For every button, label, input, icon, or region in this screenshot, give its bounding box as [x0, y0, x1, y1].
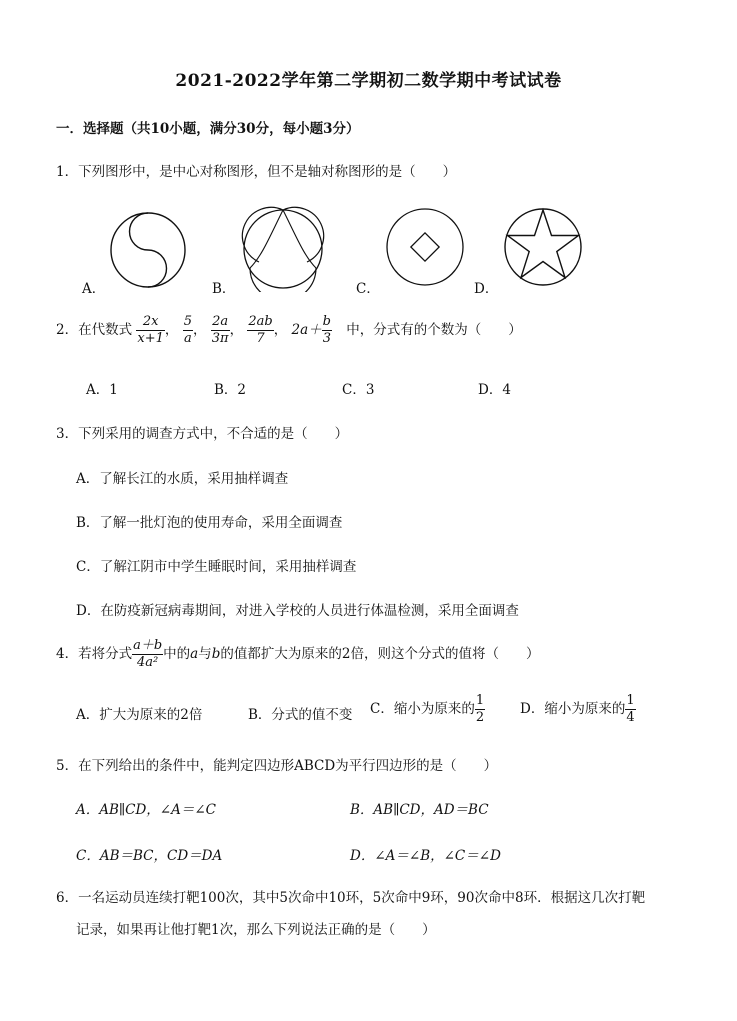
question-6-line-2: 记录，如果再让他打靶1次，那么下列说法正确的是（ ）: [76, 922, 436, 938]
question-5-option-d: D．∠A＝∠B，∠C＝∠D: [350, 848, 501, 864]
question-5-option-c: C．AB＝BC，CD＝DA: [76, 848, 223, 864]
question-2-option-d: D．4: [478, 382, 511, 398]
q4-option-c-fraction: $\frac{1}{2}$: [475, 693, 485, 725]
question-1-stem: 1．下列图形中，是中心对称图形，但不是轴对称图形的是（ ）: [56, 164, 457, 180]
question-6-line-1: 6．一名运动员连续打靶100次，其中5次命中10环，5次命中9环，90次命中8环．根据这几次打靶: [56, 890, 646, 906]
question-5-option-a: A．AB∥CD，∠A＝∠C: [76, 802, 217, 818]
question-2-option-b: B．2: [214, 382, 247, 398]
q2-expression-5: 2a＋: [291, 322, 322, 338]
q2-fraction-4: $\frac{2ab}{7}$: [248, 314, 273, 346]
q2-prefix: 2．在代数式: [56, 322, 133, 338]
question-3-option-a: A．了解长江的水质，采用抽样调查: [76, 471, 289, 487]
question-1-option-b: B．: [212, 281, 236, 297]
question-2-option-c: C．3: [342, 382, 375, 398]
figure-taiji-icon: [108, 210, 188, 290]
question-1-option-c: C．: [356, 281, 380, 297]
q2-suffix: 中，分式有的个数为（ ）: [346, 322, 522, 338]
question-4-option-d: D．缩小为原来的 $\frac{1}{4}$: [520, 693, 635, 725]
question-3-stem: 3．下列采用的调查方式中，不合适的是（ ）: [56, 426, 349, 442]
question-3-option-d: D．在防疫新冠病毒期间，对进入学校的人员进行体温检测，采用全面调查: [76, 603, 519, 619]
q2-fraction-5: $\frac{b}{3}$: [322, 314, 331, 346]
q4-option-d-fraction: $\frac{1}{4}$: [626, 693, 635, 725]
question-2-option-a: A．1: [86, 382, 118, 398]
question-3-option-c: C．了解江阴市中学生睡眠时间，采用抽样调查: [76, 559, 357, 575]
question-4-stem: 4．若将分式 $\frac{a+b}{\text{4a²}}$ 中的a与b的值都扩大为原来的2倍，则这个分式的值将（ ）: [56, 638, 540, 670]
question-4-option-b: B．分式的值不变: [248, 707, 353, 723]
question-3-option-b: B．了解一批灯泡的使用寿命，采用全面调查: [76, 515, 343, 531]
question-1-option-a: A．: [82, 281, 106, 297]
question-2-stem: 2．在代数式 $\frac{2x}{x+1}$ ， $\frac{5}{a}$ ， $\frac{2a}{3\pi}$ ， $\frac{2ab}{7}$ ， 2a＋ $\frac{b}{3}$ 中，分式有的个数为（ ）: [56, 314, 522, 346]
question-1-option-d: D．: [474, 281, 499, 297]
q4-fraction: $\frac{a+b}{\text{4a²}}$: [133, 638, 163, 670]
question-5-option-b: B．AB∥CD，AD＝BC: [350, 802, 489, 818]
figure-three-circles-icon: [240, 206, 326, 292]
figure-star-icon: [502, 206, 584, 288]
page-title: 2021-2022学年第二学期初二数学期中考试试卷: [175, 71, 562, 91]
q2-fraction-2: $\frac{5}{a}$: [183, 314, 192, 346]
question-4-option-c: C．缩小为原来的 $\frac{1}{2}$: [370, 693, 485, 725]
q2-fraction-1: $\frac{2x}{x+1}$: [137, 314, 164, 346]
q2-fraction-3: $\frac{2a}{3\pi}$: [211, 314, 229, 346]
question-4-option-a: A．扩大为原来的2倍: [76, 707, 203, 723]
section-heading: 一．选择题（共10小题，满分30分，每小题3分）: [56, 121, 360, 137]
question-5-stem: 5．在下列给出的条件中，能判定四边形ABCD为平行四边形的是（ ）: [56, 758, 498, 774]
figure-coin-icon: [384, 206, 466, 288]
